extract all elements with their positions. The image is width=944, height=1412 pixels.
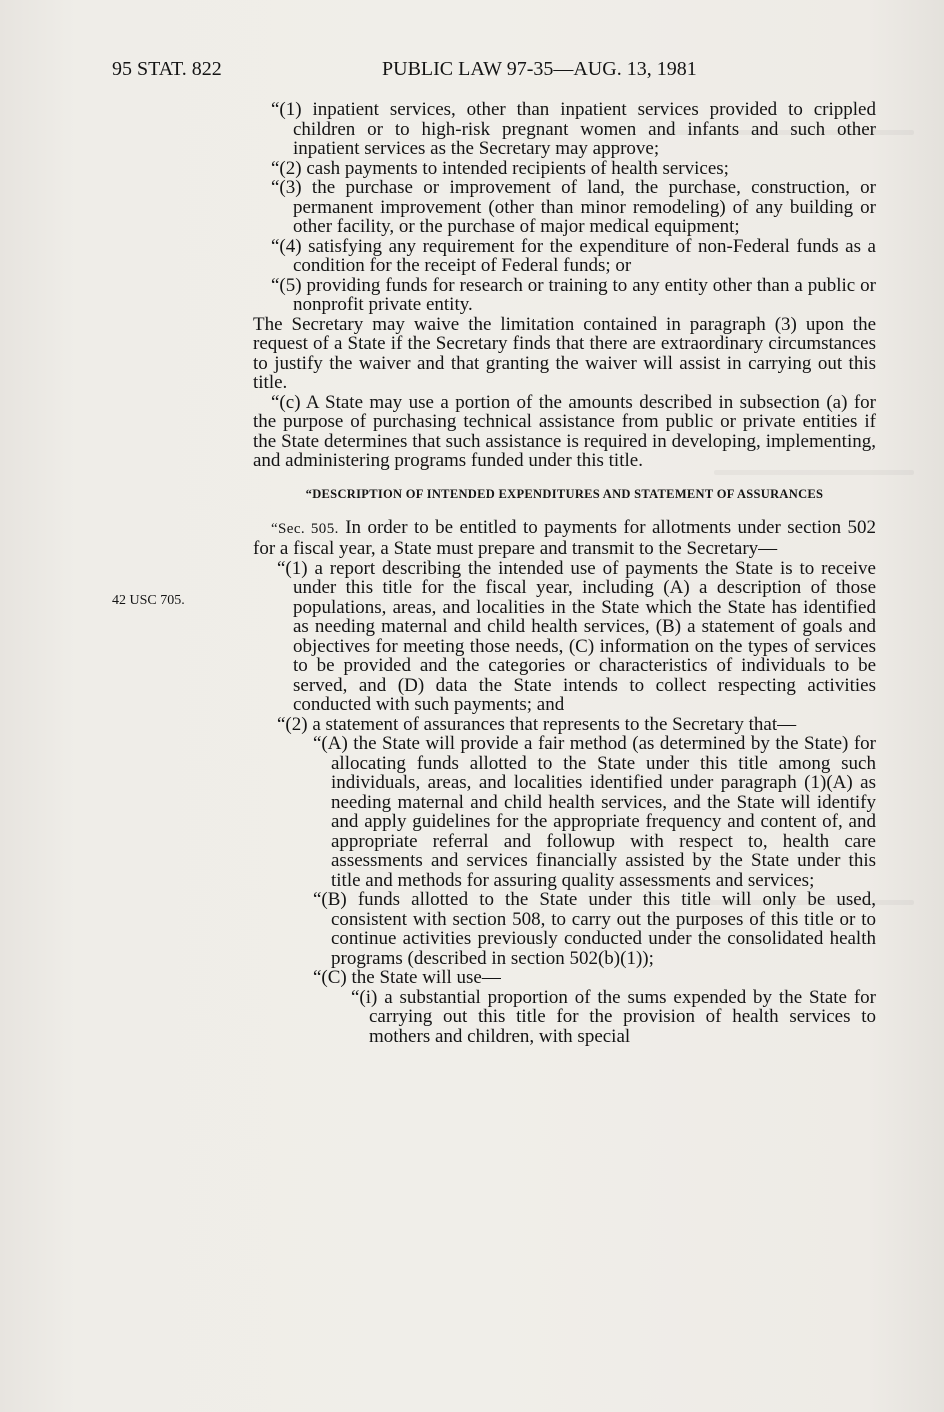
usc-margin-citation: 42 USC 705. xyxy=(112,593,185,608)
item-2: “(2) a statement of assurances that represents to the Secretary that— xyxy=(277,713,797,735)
section-505-text: In order to be entitled to payments for allotments under section 502 for a fiscal year, a State must prepare and transmit to the Secretary— xyxy=(253,516,876,559)
waiver-paragraph: The Secretary may waive the limitation contained in paragraph (3) upon the request of a State if the Secretary finds that there are extraordinary circumstances to justify the waiver and that granting the waiver will assist in carrying out this title. xyxy=(253,313,876,393)
public-law-title: PUBLIC LAW 97-35—AUG. 13, 1981 xyxy=(382,58,697,80)
statute-text xyxy=(253,100,876,1046)
paragraph-2: “(2) cash payments to intended recipients of health services; xyxy=(271,157,729,179)
section-number: “Sec. 505. xyxy=(271,520,339,537)
item-2-c-i: “(i) a substantial proportion of the sums expended by the State for carrying out this title for the provision of health services to mothers and children, with special xyxy=(351,986,876,1047)
item-2-b: “(B) funds allotted to the State under this title will only be used, consistent with section 508, to carry out the purposes of this title or to continue activities previously conducted under the consolidated health programs (described in section 502(b)(1)); xyxy=(313,889,876,969)
subsection-c: “(c) A State may use a portion of the amounts described in subsection (a) for the purpose of purchasing technical assistance from public or private entities if the State determines that such assistance is required in developing, implementing, and administering programs funded under this title. xyxy=(253,391,876,471)
paragraph-1: “(1) inpatient services, other than inpatient services provided to crippled children or to high-risk pregnant women and infants and such other inpatient services as the Secretary may approve; xyxy=(271,99,876,159)
paragraph-3: “(3) the purchase or improvement of land, the purchase, construction, or permanent improvement (other than minor remodeling) of any building or other facility, or the purchase of major medical equipment; xyxy=(271,177,876,237)
paragraph-4: “(4) satisfying any requirement for the expenditure of non-Federal funds as a condition for the receipt of Federal funds; or xyxy=(271,235,876,276)
page-header xyxy=(112,58,912,88)
stat-page-reference: 95 STAT. 822 xyxy=(112,58,222,80)
paragraph-5: “(5) providing funds for research or training to any entity other than a public or nonprofit private entity. xyxy=(271,274,876,315)
item-2-c: “(C) the State will use— xyxy=(313,967,501,988)
section-505-intro xyxy=(253,518,876,559)
item-2-a: “(A) the State will provide a fair method (as determined by the State) for allocating funds allotted to the State under this title among such individuals, areas, and localities identified under paragraph (1)(A) as needing maternal and child health services, and the State will identify and apply guidelines for the appropriate frequency and content of, and appropriate referral and followup with respect to, health care assessments and services financially assisted by the State under this title and methods for assuring quality assessments and services; xyxy=(313,733,876,891)
item-1: “(1) a report describing the intended use of payments the State is to receive under this title for the fiscal year, including (A) a description of those populations, areas, and localities in the State which the State has identified as needing maternal and child health services, (B) a statement of goals and objectives for meeting those needs, (C) information on the types of services to be provided and the categories or characteristics of individuals to be served, and (D) data the State intends to collect respecting activities conducted with such payments; and xyxy=(277,557,876,715)
section-heading: “DESCRIPTION OF INTENDED EXPENDITURES AND STATEMENT OF ASSURANCES xyxy=(305,486,824,501)
